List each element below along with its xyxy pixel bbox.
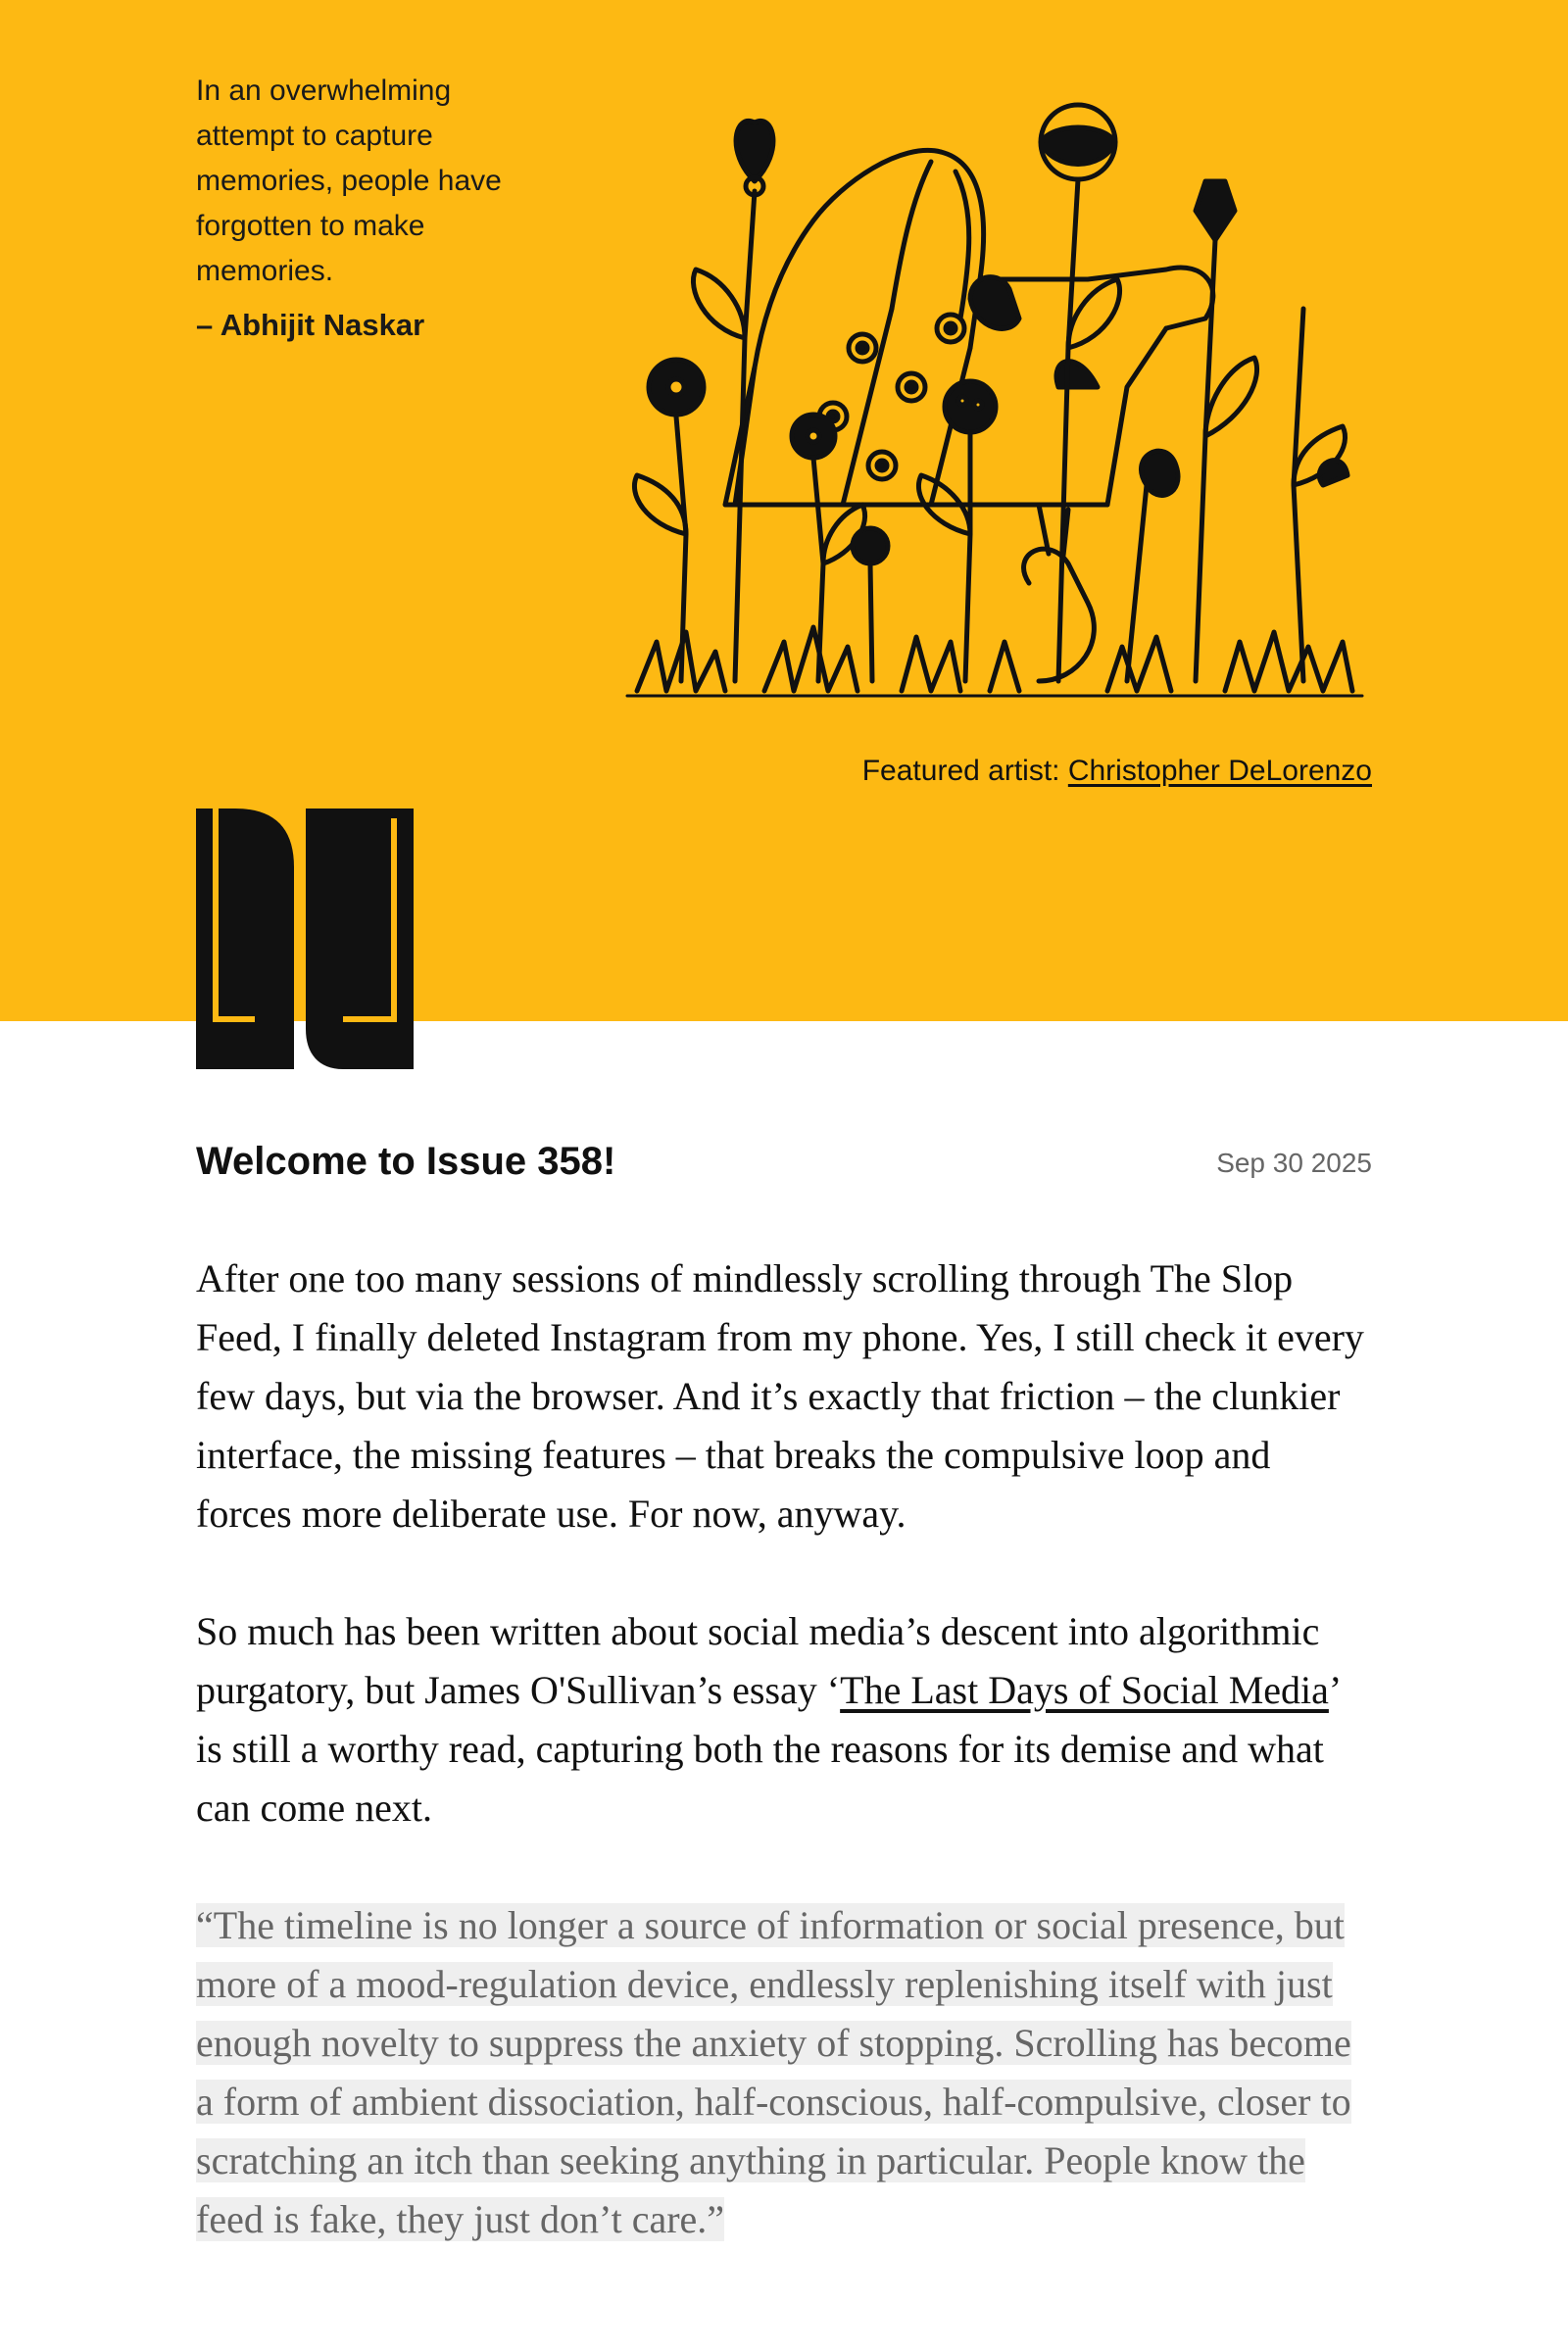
article-body xyxy=(196,1250,1372,2308)
issue-title: Welcome to Issue 358! xyxy=(196,1140,616,1183)
hero-quote xyxy=(196,69,549,343)
quote-author: – Abhijit Naskar xyxy=(196,308,425,342)
artist-link[interactable]: Christopher DeLorenzo xyxy=(1067,755,1372,787)
pull-quote-text: “The timeline is no longer a source of information or social presence, but more of a mood-regulation device, endlessly replenishing itself with just enough novelty to suppress the anxiety of stopping. Scrolling has become a form of ambient dissociation, half-conscious, half-compulsive, closer to scratching an itch than seeking anything in particular. People know the feed is fake, they just don’t care.” xyxy=(196,1903,1351,2241)
paragraph-2-text-b: ’ is still a worthy read, capturing both the reasons for its demise and what can come next. xyxy=(196,1668,1340,1830)
featured-artist-credit xyxy=(862,755,1372,788)
quote-text: In an overwhelming attempt to capture memories, people have forgotten to make memories. xyxy=(196,74,502,287)
essay-link[interactable]: The Last Days of Social Media xyxy=(840,1668,1329,1712)
paragraph-2-text-a: So much has been written about social media’s descent into algorithmic purgatory, but James O'Sullivan’s essay ‘ xyxy=(196,1609,1320,1712)
issue-date: Sep 30 2025 xyxy=(1216,1148,1372,1178)
issue-header xyxy=(196,1140,1372,1199)
woman-in-flower-garden-illustration xyxy=(617,93,1372,706)
pull-quote xyxy=(196,1896,1372,2249)
paragraph-1: After one too many sessions of mindlessly scrolling through The Slop Feed, I finally deleted Instagram from my phone. Yes, I still check it every few days, but via the browser. And it’s exactly that friction – the clunkier interface, the missing features – that breaks the compulsive loop and forces more deliberate use. For now, anyway. xyxy=(196,1256,1364,1536)
paragraph-2 xyxy=(196,1602,1372,1838)
dq-logo-icon xyxy=(196,808,414,1069)
credit-prefix: Featured artist: xyxy=(861,755,1068,787)
